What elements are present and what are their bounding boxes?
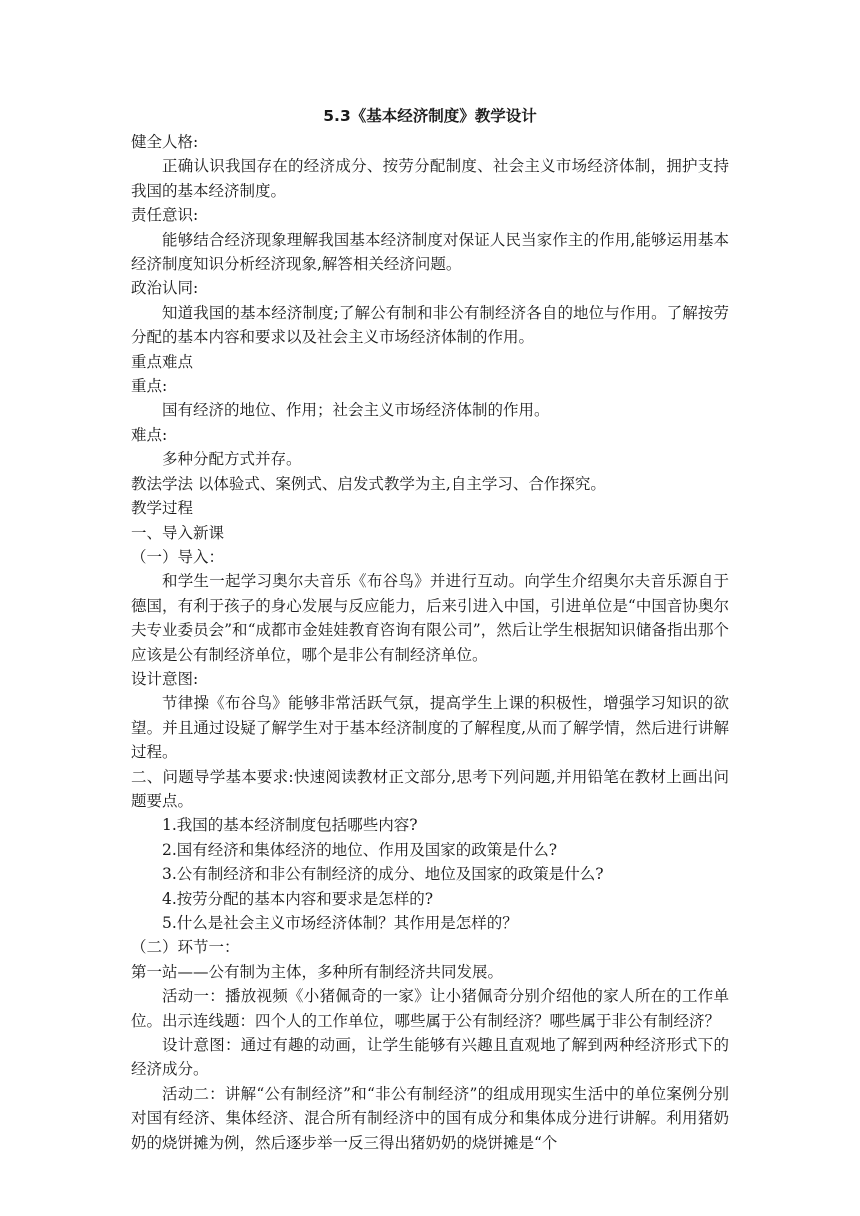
paragraph: 教法学法 以体验式、案例式、启发式教学为主,自主学习、合作探究。 bbox=[131, 474, 606, 493]
paragraph: 节律操《布谷鸟》能够非常活跃气氛，提高学生上课的积极性，增强学习知识的欲望。并且通过设疑了解学生对于基本经济制度的了解程度,从而了解学情，然后进行讲解过程。 bbox=[131, 694, 729, 762]
paragraph: 1.我国的基本经济制度包括哪些内容? bbox=[162, 816, 418, 835]
paragraph: 教学过程 bbox=[131, 499, 194, 518]
paragraph: 4.按劳分配的基本内容和要求是怎样的? bbox=[162, 889, 434, 908]
paragraph: 5.什么是社会主义市场经济体制？其作用是怎样的？ bbox=[162, 914, 518, 932]
paragraph: 重点: bbox=[131, 377, 168, 396]
paragraph: 设计意图：通过有趣的动画，让学生能够有兴趣且直观地了解到两种经济形式下的经济成分。 bbox=[131, 1036, 729, 1079]
paragraph: 知道我国的基本经济制度;了解公有制和非公有制经济各自的地位与作用。了解按劳分配的基本内容和要求以及社会主义市场经济体制的作用。 bbox=[131, 303, 729, 347]
paragraph: 3.公有制经济和非公有制经济的成分、地位及国家的政策是什么? bbox=[162, 865, 604, 884]
paragraph: 第一站——公有制为主体，多种所有制经济共同发展。 bbox=[131, 962, 504, 981]
paragraph: 活动二：讲解“公有制经济”和“非公有制经济”的组成用现实生活中的单位案例分别对国有经济、集体经济、混合所有制经济中的国有成分和集体成分进行讲解。利用猪奶奶的烧饼摊为例，然后逐步举一反三得出猪奶奶的烧饼摊是“个 bbox=[131, 1084, 729, 1152]
paragraph: 和学生一起学习奥尔夫音乐《布谷鸟》并进行互动。向学生介绍奥尔夫音乐源自于德国，有利于孩子的身心发展与反应能力，后来引进入中国，引进单位是“中国音协奥尔夫专业委员会”和“成都市金娃娃教育咨询有限公司”，然后让学生根据知识储备指出那个应该是公有制经济单位，哪个是非公有制经济单位。 bbox=[131, 572, 729, 664]
paragraph: 政治认同: bbox=[131, 279, 199, 298]
paragraph: 设计意图: bbox=[131, 669, 199, 688]
paragraph: 健全人格: bbox=[131, 133, 199, 151]
paragraph: 二、问题导学基本要求:快速阅读教材正文部分,思考下列问题,并用铅笔在教材上画出问题要点。 bbox=[131, 767, 729, 810]
paragraph: 国有经济的地位、作用；社会主义市场经济体制的作用。 bbox=[162, 401, 550, 420]
paragraph: 难点: bbox=[131, 425, 168, 444]
paragraph: 2.国有经济和集体经济的地位、作用及国家的政策是什么? bbox=[162, 840, 558, 859]
document-title: 5.3《基本经济制度》教学设计 bbox=[323, 107, 537, 125]
paragraph: 重点难点 bbox=[131, 352, 194, 371]
paragraph: 正确认识我国存在的经济成分、按劳分配制度、社会主义市场经济体制，拥护支持我国的基本经济制度。 bbox=[131, 157, 729, 200]
paragraph: 能够结合经济现象理解我国基本经济制度对保证人民当家作主的作用,能够运用基本经济制度知识分析经济现象,解答相关经济问题。 bbox=[131, 230, 729, 274]
paragraph: （一）导入： bbox=[131, 547, 225, 566]
paragraph: 活动一：播放视频《小猪佩奇的一家》让小猪佩奇分别介绍他的家人所在的工作单位。出示连线题：四个人的工作单位，哪些属于公有制经济？哪些属于非公有制经济？ bbox=[131, 987, 729, 1030]
paragraph: 一、导入新课 bbox=[131, 523, 225, 542]
paragraph: 多种分配方式并存。 bbox=[162, 450, 302, 469]
document-body bbox=[131, 104, 729, 1155]
document-lines bbox=[131, 130, 729, 1155]
paragraph: （二）环节一： bbox=[131, 938, 240, 957]
paragraph: 责任意识: bbox=[131, 206, 199, 225]
